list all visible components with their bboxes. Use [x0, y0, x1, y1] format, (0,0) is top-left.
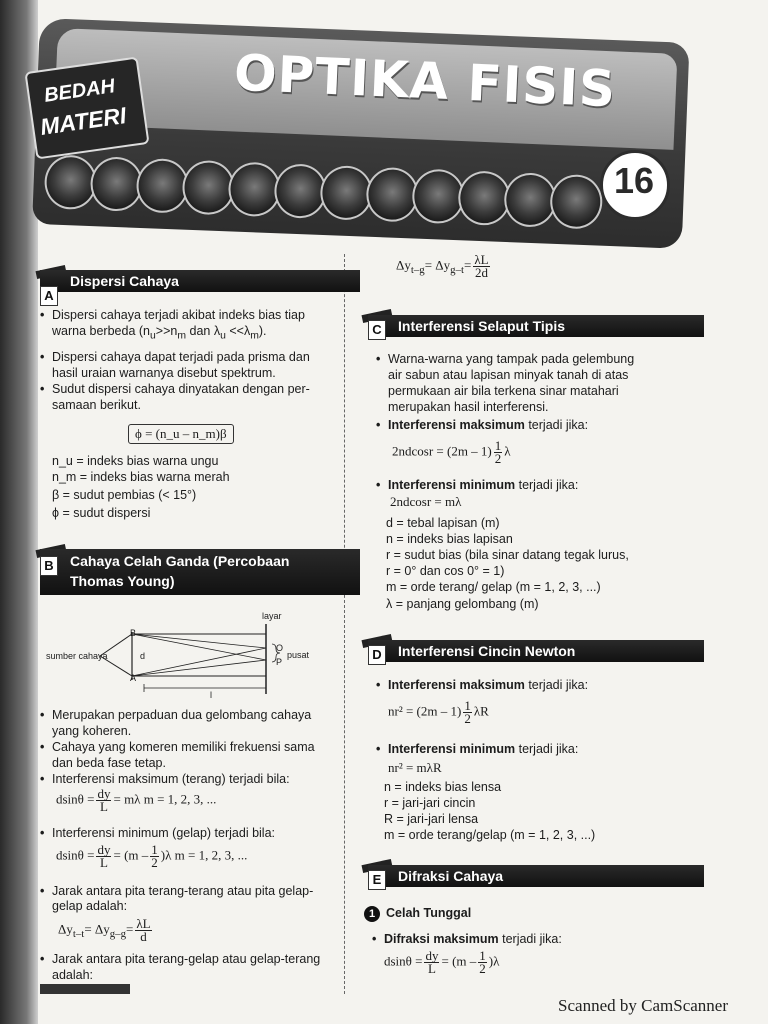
label-sumber-cahaya: sumber cahaya — [46, 651, 108, 661]
label-pusat: pusat — [287, 650, 310, 660]
c-def-3: r = sudut bias (bila sinar datang tegak lurus, — [386, 548, 629, 562]
section-b-header — [40, 549, 360, 595]
chapter-number: 16 — [613, 160, 655, 201]
newton-min-formula: nr² = mλR — [388, 760, 442, 775]
e-bullet-1: • Difraksi maksimum terjadi jika: — [384, 932, 562, 948]
section-a-header — [40, 270, 360, 292]
b-bullet-1-line-2: yang koheren. — [52, 724, 132, 738]
c-bullet-1-line-1: • Warna-warna yang tampak pada gelembung — [388, 352, 634, 368]
thin-film-max-formula: 2ndcosr = (2m – 1) $\frac{1}{2}$ λ — [392, 438, 511, 466]
d-bullet-1: • Interferensi maksimum terjadi jika: — [388, 678, 588, 694]
b-bullet-4: • Interferensi minimum (gelap) terjadi bila: — [52, 826, 275, 842]
university-logo-icon — [136, 158, 190, 214]
section-e-title: Difraksi Cahaya — [398, 868, 504, 884]
a-bullet-1-line-2: warna berbeda ($n_u>>n_m$ dan $\lambda_u <<\lambda_m$). — [52, 324, 267, 342]
b-bullet-2-line-2: dan beda fase tetap. — [52, 756, 166, 770]
c-def-6: λ = panjang gelombang (m) — [386, 597, 539, 611]
a-def-3: β = sudut pembias (< 15°) — [52, 488, 197, 502]
section-b-title-1: Cahaya Celah Ganda (Percobaan — [70, 553, 290, 569]
section-e-letter: E — [368, 870, 386, 890]
b-bullet-3: • Interferensi maksimum (terang) terjadi bila: — [52, 772, 290, 788]
label-B: B — [130, 628, 137, 638]
c-bullet-1-line-2: air sabun atau lapisan minyak tanah di atas — [388, 368, 629, 382]
a-def-4: ϕ = sudut dispersi — [52, 506, 151, 520]
section-c-header — [368, 315, 704, 337]
a-bullet-3-line-2: samaan berikut. — [52, 398, 141, 412]
a-bullet-1-line-1: • Dispersi cahaya terjadi akibat indeks bias tiap — [52, 308, 305, 324]
university-logo-icon — [457, 170, 511, 226]
dispersion-formula: ϕ = (n_u – n_m)β — [128, 424, 234, 444]
dark-fringe-formula: dsinθ = $\frac{dy}{L}$ = (m – $\frac{1}{2}$ )λ m = 1, 2, 3, ... — [56, 842, 248, 870]
chapter-title: OPTIKA FISIS — [232, 43, 618, 119]
half-fringe-formula: $\Delta y_{t-g}= \Delta y_{g-t}=$ $\frac{\lambda L}{2d}$ — [396, 252, 489, 280]
d-def-4: m = orde terang/gelap (m = 1, 2, 3, ...) — [384, 828, 596, 842]
university-logo-icon — [549, 174, 603, 230]
a-bullet-3-line-1: • Sudut dispersi cahaya dinyatakan dengan per- — [52, 382, 310, 398]
d-def-1: n = indeks bias lensa — [384, 780, 502, 794]
bottom-bar — [40, 984, 130, 994]
section-d-header — [368, 640, 704, 662]
section-b-title-2: Thomas Young) — [70, 573, 175, 589]
university-logo-icon — [365, 167, 419, 223]
scanner-watermark: Scanned by CamScanner — [558, 996, 728, 1015]
label-l: l — [210, 690, 212, 700]
b-bullet-6-line-2: adalah: — [52, 968, 94, 982]
university-logo-icon — [227, 161, 281, 217]
b-bullet-2-line-1: • Cahaya yang komeren memiliki frekuensi sama — [52, 740, 315, 756]
section-a-letter: A — [40, 286, 58, 306]
b-bullet-1-line-1: • Merupakan perpaduan dua gelombang cahaya — [52, 708, 311, 724]
b-bullet-6-line-1: • Jarak antara pita terang-gelap atau gelap-terang — [52, 952, 320, 968]
label-layar: layar — [262, 611, 282, 621]
b-bullet-5-line-2: gelap adalah: — [52, 899, 128, 913]
c-bullet-2: • Interferensi maksimum terjadi jika: — [388, 418, 588, 434]
d-def-3: R = jari-jari lensa — [384, 812, 479, 826]
section-a-title: Dispersi Cahaya — [70, 273, 179, 289]
label-d: d — [140, 651, 146, 661]
c-bullet-1-line-3: permukaan air bila terkena sinar matahari — [388, 384, 619, 398]
a-def-1: n_u = indeks bias warna ungu — [52, 454, 219, 468]
c-def-4: r = 0° dan cos 0° = 1) — [386, 564, 505, 578]
university-logo-icon — [503, 172, 557, 228]
bright-fringe-formula: dsinθ = $\frac{dy}{L}$ = mλ m = 1, 2, 3, ... — [56, 786, 217, 814]
a-bullet-2-line-2: hasil uraian warnanya disebut spektrum. — [52, 366, 276, 380]
c-bullet-1-line-4: merupakan hasil interferensi. — [388, 400, 549, 414]
university-logo-icon — [44, 154, 98, 210]
label-P: P — [276, 657, 283, 667]
c-bullet-3: • Interferensi minimum terjadi jika: — [388, 478, 578, 494]
university-logo-icon — [90, 156, 144, 212]
label-A: A — [130, 673, 137, 683]
b-bullet-5-line-1: • Jarak antara pita terang-terang atau pita gelap- — [52, 884, 313, 900]
a-bullet-2-line-1: • Dispersi cahaya dapat terjadi pada prisma dan — [52, 350, 310, 366]
thin-film-min-formula: 2ndcosr = mλ — [390, 494, 462, 509]
e-subheading: Celah Tunggal — [386, 906, 472, 920]
university-logo-icon — [319, 165, 373, 221]
d-bullet-2: • Interferensi minimum terjadi jika: — [388, 742, 578, 758]
section-b-letter: B — [40, 556, 58, 576]
fringe-spacing-formula: $\Delta y_{t-t}= \Delta y_{g-g}=$ $\frac{\lambda L}{d}$ — [58, 916, 151, 944]
section-d-title: Interferensi Cincin Newton — [398, 643, 576, 659]
c-def-5: m = orde terang/ gelap (m = 1, 2, 3, ...) — [386, 580, 601, 594]
university-logo-icon — [182, 160, 236, 216]
newton-max-formula: nr² = (2m – 1) $\frac{1}{2}$ λR — [388, 698, 489, 726]
section-c-title: Interferensi Selaput Tipis — [398, 318, 566, 334]
section-e-header — [368, 865, 704, 887]
page-edge-shadow — [0, 0, 38, 1024]
section-d-letter: D — [368, 645, 386, 665]
number-badge: 1 — [364, 906, 380, 922]
single-slit-formula: dsinθ = $\frac{dy}{L}$ = (m – $\frac{1}{2}$ )λ — [384, 948, 500, 976]
column-divider — [344, 254, 345, 994]
c-def-1: d = tebal lapisan (m) — [386, 516, 500, 530]
university-logo-icon — [273, 163, 327, 219]
ribbon-text-2: MATERI — [38, 102, 128, 140]
university-logo-icon — [411, 168, 465, 224]
d-def-2: r = jari-jari cincin — [384, 796, 476, 810]
a-def-2: n_m = indeks bias warna merah — [52, 470, 230, 484]
c-def-2: n = indeks bias lapisan — [386, 532, 513, 546]
ribbon-text-1: BEDAH — [42, 75, 117, 107]
label-O: O — [276, 643, 284, 653]
section-c-letter: C — [368, 320, 386, 340]
